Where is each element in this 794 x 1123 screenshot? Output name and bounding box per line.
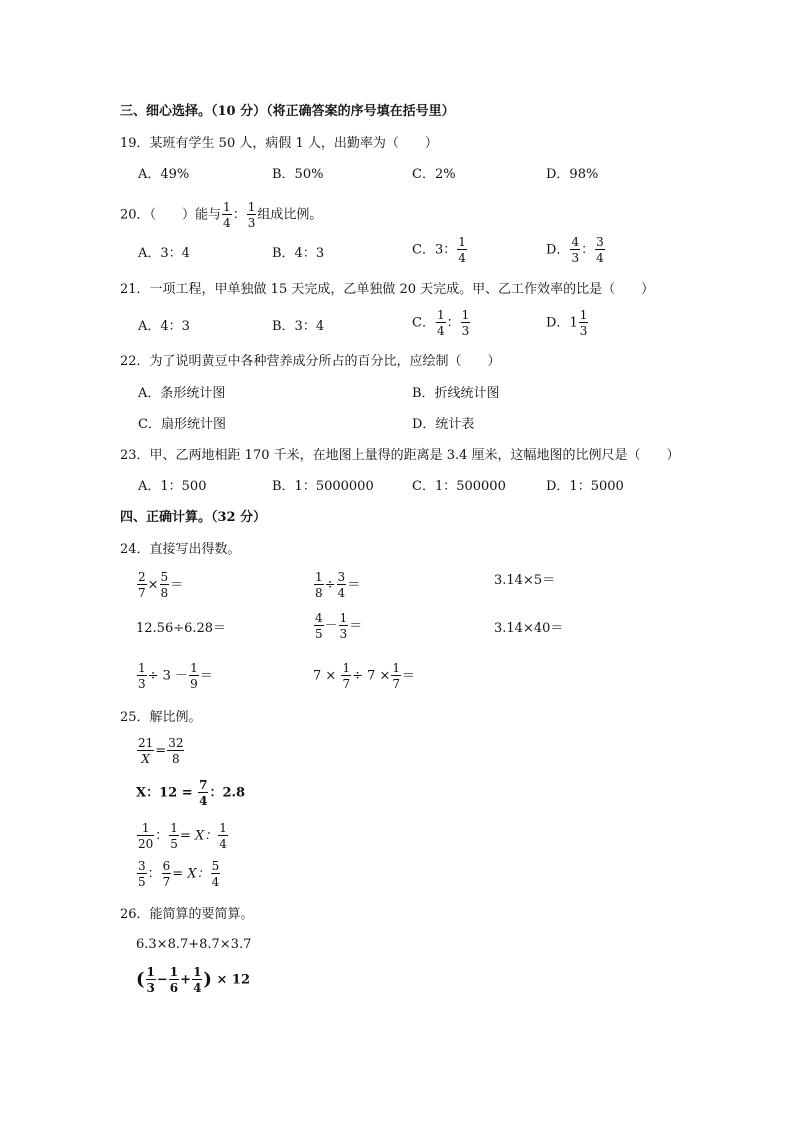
q20-option-b: B．4：3	[272, 246, 325, 261]
q24-item-5: $\frac{4}{5}$ － $\frac{1}{3}$ ＝	[315, 611, 363, 641]
q24-item-8: 7 × $\frac{1}{7}$ ÷ 7 × $\frac{1}{7}$ ＝	[313, 661, 416, 691]
q19-option-b: B．50%	[272, 167, 324, 182]
fraction: $\frac{1}{3}$	[146, 965, 155, 995]
q23-option-d: D．1：5000	[546, 479, 624, 494]
fraction: $\frac{1}{4}$	[436, 308, 445, 338]
q24-stem: 24．直接写出得数。	[120, 542, 241, 557]
fraction: $\frac{2}{7}$	[138, 570, 146, 600]
fraction: $\frac{1}{3}$	[579, 308, 588, 338]
q25-equation-2: X：12 = $\frac{7}{4}$ ：2.8	[136, 778, 246, 808]
q25-equation-1: $\frac{21}{X}$ = $\frac{32}{8}$	[138, 736, 184, 766]
q20-stem: 20．（ ）能与 $\frac{1}{4}$ ： $\frac{1}{3}$ 组成比例。	[120, 200, 323, 230]
fraction: $\frac{6}{7}$	[162, 859, 171, 889]
fraction: $\frac{1}{3}$	[138, 661, 146, 691]
q21-stem: 21．一项工程，甲单独做 15 天完成，乙单独做 20 天完成。甲、乙工作效率的比是（ ）	[120, 282, 655, 297]
q21-option-d: D．1 $\frac{1}{3}$	[546, 308, 588, 338]
fraction: $\frac{1}{20}$	[138, 821, 154, 851]
q22-option-c: C．扇形统计图	[138, 417, 226, 432]
fraction: $\frac{3}{4}$	[337, 570, 346, 600]
q20-option-d: D． $\frac{4}{3}$ ： $\frac{3}{4}$	[546, 235, 604, 265]
q21-option-c: C． $\frac{1}{4}$ ： $\frac{1}{3}$	[412, 308, 470, 338]
q24-item-6: 3.14×40＝	[494, 621, 564, 636]
q25-equation-3: $\frac{1}{20}$ ： $\frac{1}{5}$ = X： $\frac{1}{4}$	[138, 821, 227, 851]
fraction: $\frac{3}{4}$	[596, 235, 604, 265]
q19-option-c: C．2%	[412, 167, 456, 182]
fraction: $\frac{1}{4}$	[458, 235, 466, 265]
fraction: $\frac{4}{3}$	[571, 235, 580, 265]
q25-equation-4: $\frac{3}{5}$ ： $\frac{6}{7}$ = X： $\frac{5}{4}$	[138, 859, 220, 889]
q19-stem: 19．某班有学生 50 人，病假 1 人，出勤率为（ ）	[120, 136, 438, 151]
fraction: $\frac{1}{4}$	[219, 821, 227, 851]
q19-option-d: D．98%	[546, 167, 599, 182]
q22-option-a: A．条形统计图	[138, 386, 226, 401]
q24-item-1: $\frac{2}{7}$ × $\frac{5}{8}$ ＝	[138, 570, 184, 600]
fraction: $\frac{1}{3}$	[461, 308, 470, 338]
q22-option-b: B．折线统计图	[412, 386, 500, 401]
fraction: $\frac{1}{4}$	[193, 965, 202, 995]
q23-option-a: A．1：500	[138, 479, 207, 494]
q22-stem: 22．为了说明黄豆中各种营养成分所占的百分比，应绘制（ ）	[120, 354, 501, 369]
q20-stem-pre: 20．（ ）能与	[120, 207, 222, 223]
fraction: $\frac{1}{9}$	[190, 661, 198, 691]
q26-stem: 26．能简算的要简算。	[120, 907, 254, 922]
q26-expression-2: ( $\frac{1}{3}$ − $\frac{1}{6}$ + $\frac{1}{4}$ ) × 12	[136, 965, 250, 995]
fraction: $\frac{4}{5}$	[315, 611, 323, 641]
fraction: $\frac{5}{4}$	[211, 859, 220, 889]
q20-stem-post: 组成比例。	[257, 207, 323, 223]
fraction: $\frac{1}{3}$	[247, 200, 256, 230]
q20-option-a: A．3：4	[138, 246, 190, 261]
q22-option-d: D．统计表	[412, 417, 475, 432]
fraction: $\frac{1}{5}$	[170, 821, 178, 851]
fraction: $\frac{7}{4}$	[199, 778, 208, 808]
fraction: $\frac{1}{6}$	[169, 965, 179, 995]
q24-item-7: $\frac{1}{3}$ ÷ 3 － $\frac{1}{9}$ ＝	[138, 661, 213, 691]
q23-option-c: C．1：500000	[412, 479, 506, 494]
fraction: $\frac{1}{8}$	[315, 570, 323, 600]
q23-option-b: B．1：5000000	[272, 479, 374, 494]
q24-item-2: $\frac{1}{8}$ ÷ $\frac{3}{4}$ ＝	[315, 570, 361, 600]
section-heading-calculation: 四、正确计算。（32 分）	[120, 510, 267, 525]
q24-item-3: 3.14×5＝	[494, 573, 556, 588]
q20-option-c: C．3： $\frac{1}{4}$	[412, 235, 466, 265]
fraction: $\frac{1}{7}$	[342, 661, 351, 691]
fraction: $\frac{5}{8}$	[160, 570, 169, 600]
q19-option-a: A．49%	[138, 167, 190, 182]
fraction: $\frac{1}{3}$	[339, 611, 348, 641]
q24-item-4: 12.56÷6.28＝	[136, 621, 227, 636]
q21-option-b: B．3：4	[272, 319, 325, 334]
fraction: $\frac{3}{5}$	[138, 859, 146, 889]
q23-stem: 23．甲、乙两地相距 170 千米，在地图上量得的距离是 3.4 厘米，这幅地图的比例尺是（ ）	[120, 448, 680, 463]
section-heading-choice: 三、细心选择。（10 分）（将正确答案的序号填在括号里）	[120, 104, 455, 119]
q25-stem: 25．解比例。	[120, 710, 202, 725]
fraction: $\frac{32}{8}$	[168, 736, 184, 766]
q26-expression-1: 6.3×8.7+8.7×3.7	[136, 937, 252, 952]
fraction: $\frac{1}{4}$	[223, 200, 231, 230]
fraction: $\frac{21}{X}$	[138, 736, 154, 766]
q21-option-a: A．4：3	[138, 319, 190, 334]
fraction: $\frac{1}{7}$	[392, 661, 401, 691]
